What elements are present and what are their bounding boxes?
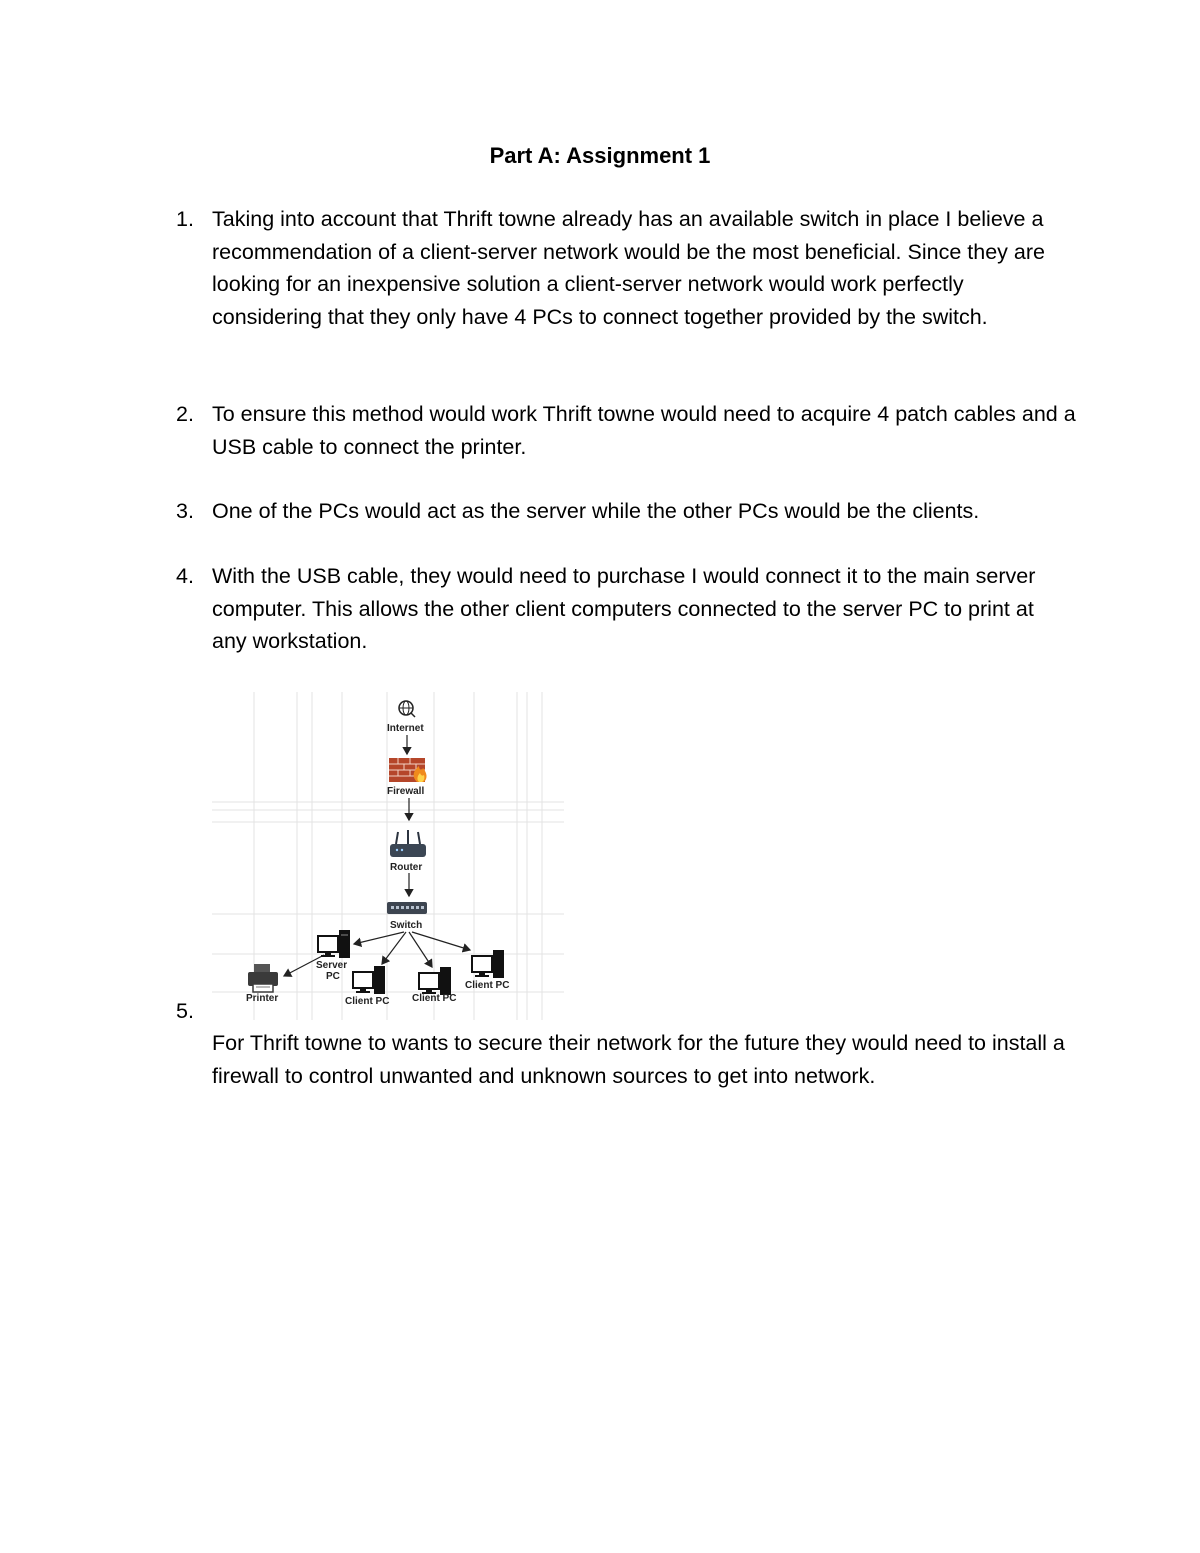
list-text: For Thrift towne to wants to secure their network for the future they would need to install a firewall to control unwanted and unknown sources to get into network. (212, 1031, 1065, 1088)
router-label: Router (390, 862, 423, 873)
switch-label: Switch (390, 920, 423, 931)
page-title: Part A: Assignment 1 (489, 143, 711, 168)
server-label-line2: PC (326, 971, 340, 982)
network-diagram (212, 692, 564, 1020)
client-pc-label-1: Client PC (345, 996, 390, 1007)
list-item-2 (176, 398, 1076, 463)
desktop-computer-icon (353, 966, 385, 994)
router-icon (390, 830, 426, 857)
firewall-label: Firewall (387, 786, 425, 797)
client-pc-label-2: Client PC (412, 993, 457, 1004)
printer-label: Printer (246, 993, 279, 1004)
switch-icon (387, 902, 427, 914)
list-number: 4. (176, 564, 194, 588)
list-number: 1. (176, 207, 194, 231)
internet-label: Internet (387, 723, 424, 734)
list-number: 3. (176, 499, 194, 523)
client-pc-label-3: Client PC (465, 980, 510, 991)
list-item-1 (176, 203, 1076, 333)
list-text: To ensure this method would work Thrift towne would need to acquire 4 patch cables and a USB cable to connect the printer. (212, 402, 1076, 459)
list-text: One of the PCs would act as the server while the other PCs would be the clients. (212, 499, 980, 523)
list-item-5 (176, 1027, 1076, 1092)
printer-icon (248, 964, 278, 992)
list-number: 2. (176, 402, 194, 426)
list-text: With the USB cable, they would need to purchase I would connect it to the main server computer. This allows the other client computers connected to the server PC to print at any workstation. (212, 564, 1036, 654)
list-item-4 (176, 560, 1056, 658)
server-label-line1: Server (316, 960, 348, 971)
globe-icon (399, 701, 415, 717)
desktop-computer-icon (419, 967, 451, 995)
list-number: 5. (176, 999, 194, 1023)
firewall-icon (389, 758, 427, 782)
list-item-3 (176, 495, 1096, 528)
list-text: Taking into account that Thrift towne already has an available switch in place I believe a recommendation of a client-server network would be the most beneficial. Since they are looking for an inexpensive solution a client-server network would work perfectly considering that they only have 4 PCs to connect together provided by the switch. (212, 207, 1045, 329)
